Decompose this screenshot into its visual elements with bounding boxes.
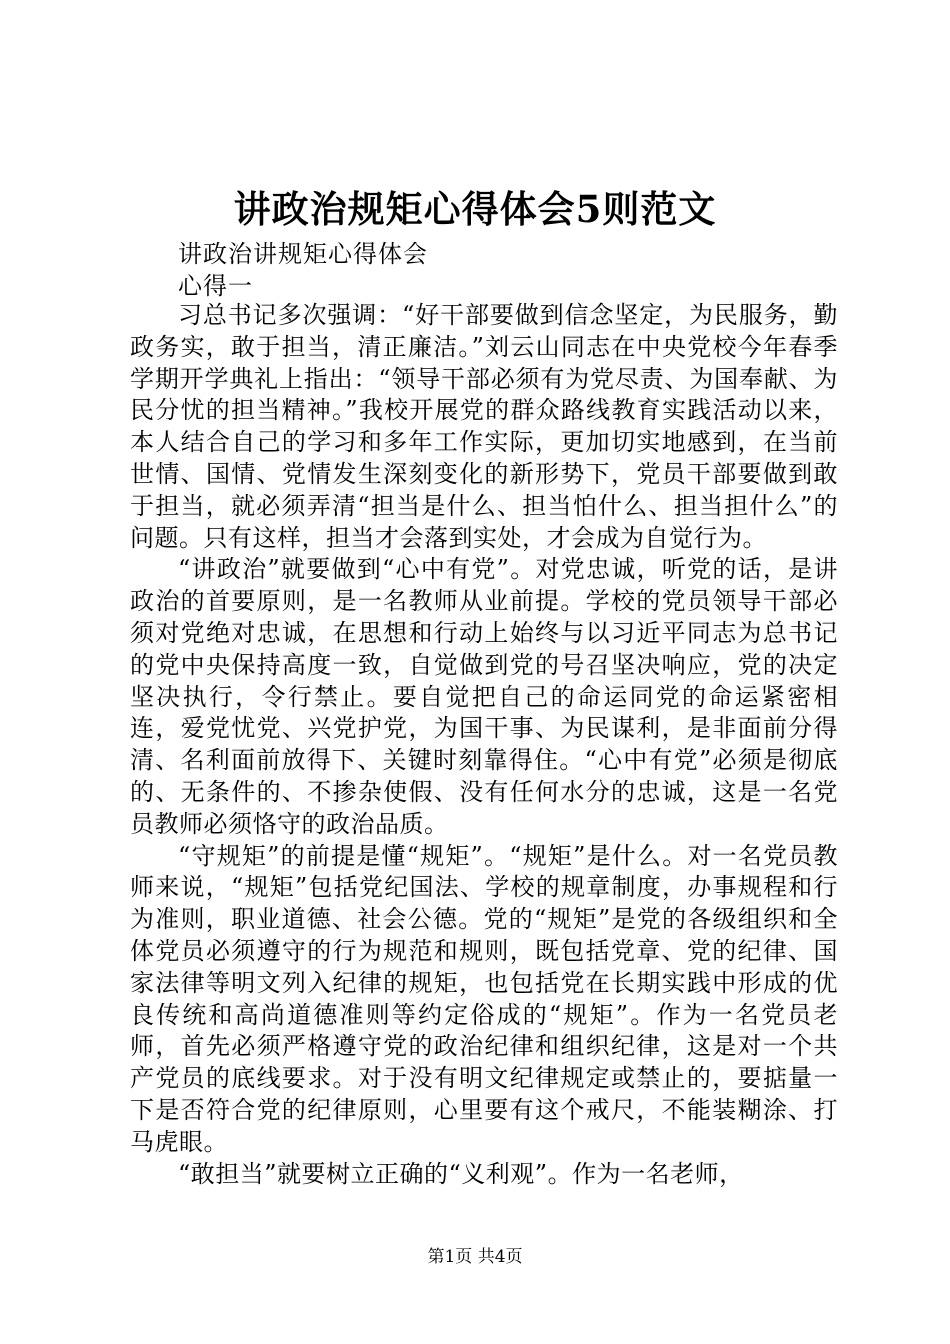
document-title: 讲政治规矩心得体会5则范文 [233, 187, 717, 231]
body-text [130, 300, 838, 1190]
page-footer: 第1页 共4页 [427, 1247, 523, 1267]
paragraph-3: “守规矩”的前提是懂“规矩”。“规矩”是什么。对一名党员教师来说，“规矩”包括党纪国法、学校的规章制度，办事规程和行为准则，职业道德、社会公德。党的“规矩”是党的各级组织和全体党员必须遵守的行为规范和规则，既包括党章、党的纪律、国家法律等明文列入纪律的规矩，也包括党在长期实践中形成的优良传统和高尚道德准则等约定俗成的“规矩”。作为一名党员老师，首先必须严格遵守党的政治纪律和组织纪律，这是对一个共产党员的底线要求。对于没有明文纪律规定或禁止的，要掂量一下是否符合党的纪律原则，心里要有这个戒尺，不能装糊涂、打马虎眼。 [130, 841, 838, 1156]
paragraph-1: 习总书记多次强调：“好干部要做到信念坚定，为民服务，勤政务实，敢于担当，清正廉洁。”刘云山同志在中央党校今年春季学期开学典礼上指出：“领导干部必须有为党尽责、为国奉献、为民分忧的担当精神。”我校开展党的群众路线教育实践活动以来，本人结合自己的学习和多年工作实际，更加切实地感到，在当前世情、国情、党情发生深刻变化的新形势下，党员干部要做到敢于担当，就必须弄清“担当是什么、担当怕什么、担当担什么”的问题。只有这样，担当才会落到实处，才会成为自觉行为。 [130, 301, 838, 552]
paragraph-4: “敢担当”就要树立正确的“义利观”。作为一名老师， [178, 1159, 744, 1188]
document-subtitle: 讲政治讲规矩心得体会 [178, 240, 428, 268]
section-heading: 心得一 [178, 272, 253, 300]
paragraph-2: “讲政治”就要做到“心中有党”。对党忠诚，听党的话，是讲政治的首要原则，是一名教师从业前提。学校的党员领导干部必须对党绝对忠诚，在思想和行动上始终与以习近平同志为总书记的党中央保持高度一致，自觉做到党的号召坚决响应，党的决定坚决执行，令行禁止。要自觉把自己的命运同党的命运紧密相连，爱党忧党、兴党护党，为国干事、为民谋利，是非面前分得清、名利面前放得下、关键时刻靠得住。“心中有党”必须是彻底的、无条件的、不掺杂使假、没有任何水分的忠诚，这是一名党员教师必须恪守的政治品质。 [130, 555, 838, 838]
